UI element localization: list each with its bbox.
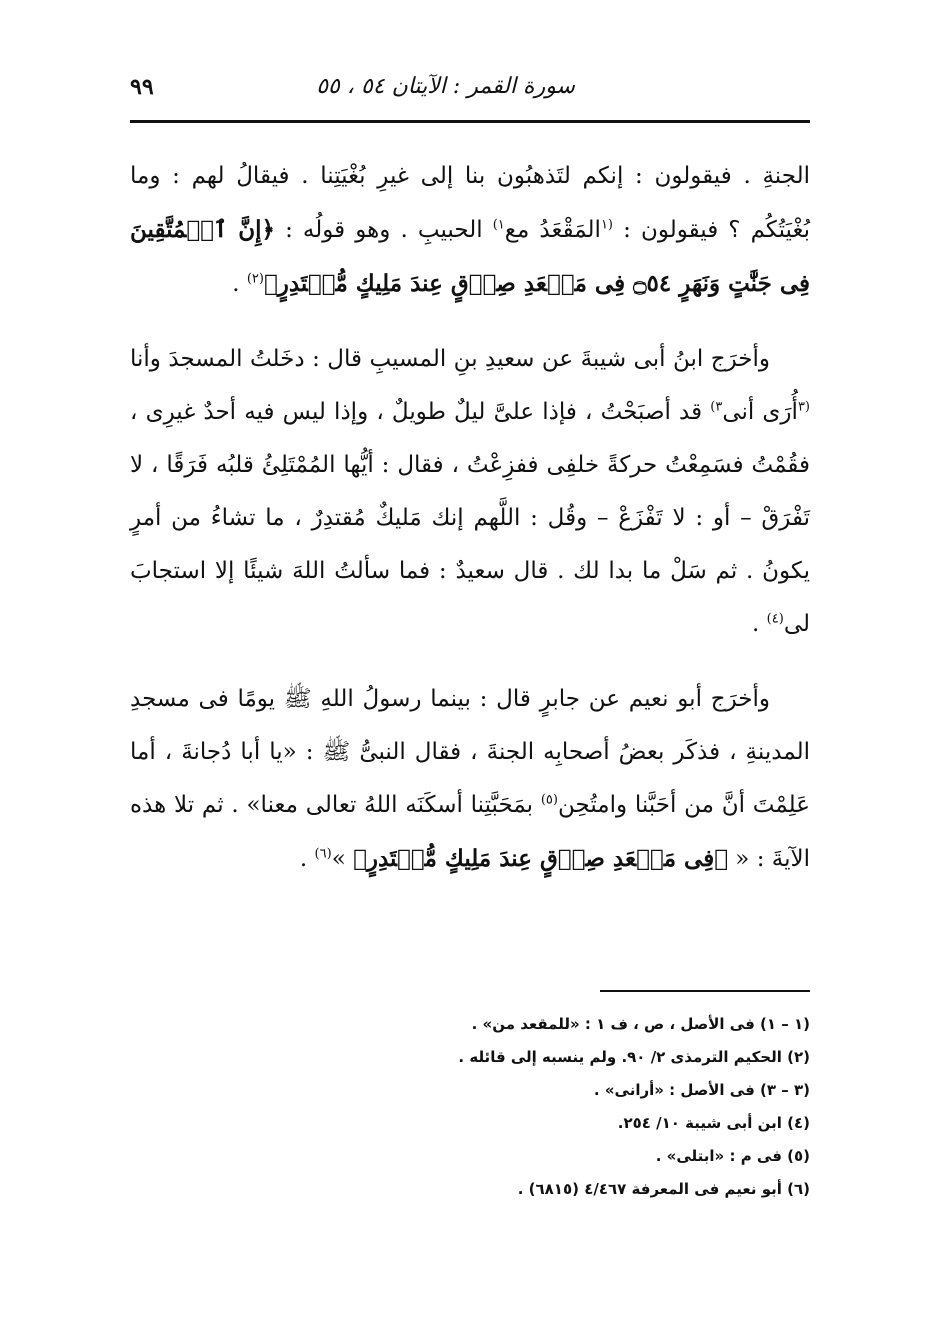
text-run: . xyxy=(299,846,315,872)
paragraph-1 xyxy=(130,150,810,311)
footnote-rule xyxy=(600,990,810,992)
footnote-3: (٣ – ٣) فى الأصل : «أرانى» . xyxy=(593,1081,810,1099)
page-number: ٩٩ xyxy=(130,74,154,100)
header-rule xyxy=(130,120,810,123)
footnote-ref: (٥) xyxy=(540,792,558,808)
text-run: المَقْعَدُ مع xyxy=(504,217,601,243)
text-run: . xyxy=(752,611,767,637)
footnote-ref: (١ xyxy=(600,217,613,233)
text-run: الحبيبِ . وهو قولُه : xyxy=(274,217,493,243)
text-run: وأخرَج أبو نعيم عن جابرٍ قال : بينما رسولُ اللهِ ﷺ يومًا فى مسجدِ المدينةِ ، فذكَر بعضُ أصحابِه الجنةَ ، فقال النبىُّ ﷺ : «يا أبا دُجانةَ ، أما عَلِمْتَ أنَّ من أحَبَّنا وامتُحِن xyxy=(130,686,810,818)
text-run: قد أصبَحْتُ ، فإذا علىَّ ليلٌ طويلٌ ، وإذا ليس فيه أحدٌ غيرِى ، فقُمْتُ فسَمِعْتُ حركةً خلفِى ففزِعْتُ ، فقال : أيُّها المُمْتَلِئُ قلبُه فَرَقًا ، لا تَفْرَقْ – أو : لا تَفْزَعْ – وقُل : اللَّهم إنك مَليكٌ مُقتدِرٌ ، ما تشاءُ من أمرٍ يكونُ . ثم سَلْ ما بدا لك . قال سعيدٌ : فما سألتُ اللهَ شيئًا إلا استجابَ لى xyxy=(130,399,810,637)
paragraph-3 xyxy=(130,673,810,886)
text-run: وأخرَج ابنُ أبى شيبةَ عن سعيدِ بنِ المسيبِ قال : دخَلتُ المسجدَ وأنا xyxy=(130,346,770,372)
footnote-ref: ١) xyxy=(492,217,505,233)
footnote-1: (١ – ١) فى الأصل ، ص ، ف ١ : «للمقعد من» . xyxy=(471,1015,810,1033)
text-run: . xyxy=(232,271,247,297)
footnote-2: (٢) الحكيم الترمذى ٢/ ٩٠. ولم ينسبه إلى قائله . xyxy=(458,1048,810,1066)
footnote-6: (٦) أبو نعيم فى المعرفة ٤/٤٦٧ (٦٨١٥) . xyxy=(517,1180,810,1198)
paragraph-2 xyxy=(130,333,810,651)
footnote-ref: (٣ xyxy=(797,399,810,415)
main-text xyxy=(130,150,810,908)
footnote-ref: ٣) xyxy=(710,399,723,415)
text-run: الجنةِ . فيقولون : إنكم لتَذهبُون بنا إلى غيرِ بُغْيَتِنا . فيقالُ لهم : وما بُغْيَتُكُم ؟ فيقولون : xyxy=(130,163,810,243)
text-run: بمَحَبَّتِنا أسكَنَه اللهُ تعالى معنا» . ثم تلا هذه الآيةَ : « xyxy=(130,792,810,872)
footnote-ref: (٤) xyxy=(766,611,784,627)
footnote-4: (٤) ابن أبى شيبة ١٠/ ٢٥٤. xyxy=(617,1114,810,1132)
footnote-5: (٥) فى م : «ابتلى» . xyxy=(655,1147,810,1165)
footnote-ref: (٦) xyxy=(314,846,332,862)
page-header xyxy=(130,72,810,112)
quran-verse: ﴿فِى مَقۡعَدِ صِدۡقٍ عِندَ مَلِيكٍ مُّقۡتَدِرٍ﴾ xyxy=(353,845,728,872)
running-title: سورة القمر : الآيتان ٥٤ ، ٥٥ xyxy=(316,74,575,99)
footnotes xyxy=(130,1008,810,1206)
quran-verse: ﴿إِنَّ ٱلۡمُتَّقِينَ فِى جَنَّٰتٍ وَنَهَرٍ ۝٥٤ فِى مَقۡعَدِ صِدۡقٍ عِندَ مَلِيكٍ مُّقۡتَدِرٍ﴾ xyxy=(130,216,810,297)
text-run: أُرَى أنى xyxy=(722,399,798,425)
footnote-ref: (٢) xyxy=(246,271,264,287)
text-run: » xyxy=(331,846,354,872)
